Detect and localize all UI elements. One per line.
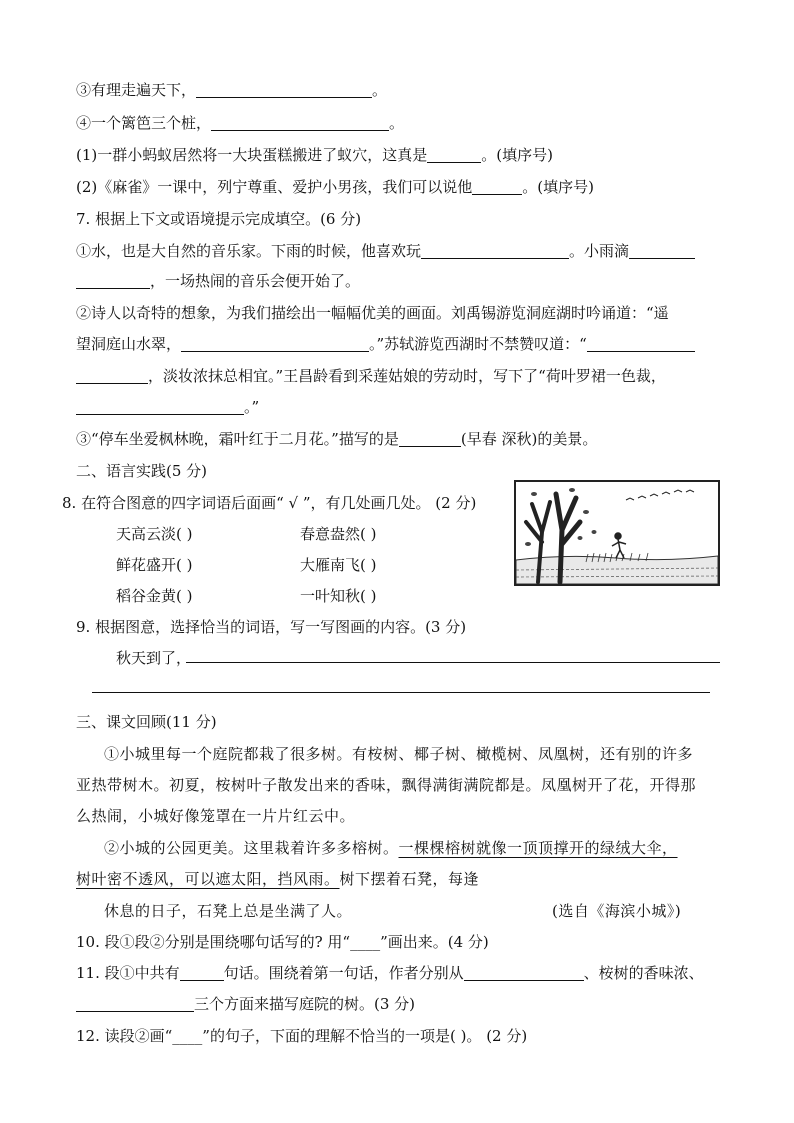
answer-blank[interactable] (587, 335, 695, 352)
answer-blank[interactable] (196, 81, 372, 98)
q8-option-4[interactable]: 大雁南飞( ) (300, 556, 377, 574)
question-10: 10. 段①段②分别是围绕哪句话写的? 用“____”画出来。(4 分) (76, 933, 489, 951)
answer-blank[interactable] (427, 146, 481, 163)
question-6-2: (2)《麻雀》一课中，列宁尊重、爱护小男孩，我们可以说他 。(填序号) (76, 178, 594, 196)
answer-blank[interactable] (76, 995, 194, 1012)
answer-blank[interactable] (180, 964, 224, 981)
section-2-heading: 二、语言实践(5 分) (76, 462, 208, 480)
answer-blank[interactable] (399, 430, 461, 447)
answer-blank[interactable] (421, 242, 569, 259)
answer-blank[interactable] (464, 964, 584, 981)
answer-blank[interactable] (76, 367, 148, 384)
question-7-2-cont3: 。” (76, 397, 259, 417)
answer-blank[interactable] (629, 242, 695, 259)
answer-blank[interactable] (76, 272, 150, 289)
proverb-4: ④一个篱笆三个桩， 。 (76, 114, 405, 132)
autumn-scene-illustration (514, 480, 720, 586)
question-7-1-cont: ，一场热闹的音乐会便开始了。 (76, 271, 360, 291)
underlined-sentence: 一棵棵榕树就像一顶顶撑开的绿绒大伞， (398, 839, 678, 857)
answer-blank[interactable] (472, 178, 522, 195)
question-7-title: 7. 根据上下文或语境提示完成填空。(6 分) (76, 210, 362, 228)
passage-para-1-line-1: ①小城里每一个庭院都栽了很多树。有桉树、椰子树、橄榄树、凤凰树，还有别的许多 (104, 745, 694, 763)
passage-para-1-line-3: 么热闹，小城好像笼罩在一片片红云中。 (76, 807, 356, 825)
answer-blank[interactable] (211, 114, 389, 131)
question-9-start: 秋天到了， (116, 649, 192, 667)
answer-blank[interactable] (76, 398, 244, 415)
q8-option-1[interactable]: 天高云淡( ) (116, 525, 193, 543)
section-3-heading: 三、课文回顾(11 分) (76, 713, 217, 731)
question-11-cont: 三个方面来描写庭院的树。(3 分) (76, 994, 415, 1014)
question-7-2-cont2: ，淡妆浓抹总相宜。”王昌龄看到采莲姑娘的劳动时，写下了“荷叶罗裙一色裁， (76, 366, 666, 386)
question-9-title: 9. 根据图意，选择恰当的词语，写一写图画的内容。(3 分) (76, 618, 467, 636)
question-7-2: ②诗人以奇特的想象，为我们描绘出一幅幅优美的画面。刘禹锡游览洞庭湖时吟诵道：“遥 (76, 304, 669, 322)
passage-para-2-line-3: 休息的日子，石凳上总是坐满了人。 (104, 902, 353, 920)
proverb-3: ③有理走遍天下， 。 (76, 81, 388, 99)
q8-option-3[interactable]: 鲜花盛开( ) (116, 556, 193, 574)
q8-option-2[interactable]: 春意盎然( ) (300, 525, 377, 543)
passage-source: (选自《海滨小城》) (552, 902, 682, 920)
underlined-sentence: 树叶密不透风，可以遮太阳，挡风雨。 (76, 870, 340, 888)
question-11: 11. 段①中共有 句话。围绕着第一句话，作者分别从 、桉树的香味浓、 (76, 964, 704, 982)
question-7-3: ③“停车坐爱枫林晚，霜叶红于二月花。”描写的是 (早春 深秋)的美景。 (76, 430, 598, 448)
answer-line[interactable] (92, 692, 710, 693)
answer-blank[interactable] (181, 335, 369, 352)
question-7-2-cont: 望洞庭山水翠， 。”苏轼游览西湖时不禁赞叹道：“ (76, 334, 695, 354)
answer-line[interactable] (186, 662, 720, 663)
question-8-title: 8. 在符合图意的四字词语后面画“ √ ”，有几处画几处。 (2 分) (62, 494, 477, 512)
q8-option-5[interactable]: 稻谷金黄( ) (116, 587, 193, 605)
passage-para-2-line-1: ②小城的公园更美。这里栽着许多多榕树。一棵棵榕树就像一顶顶撑开的绿绒大伞， (104, 839, 678, 857)
q8-option-6[interactable]: 一叶知秋( ) (300, 587, 377, 605)
passage-para-1-line-2: 亚热带树木。初夏，桉树叶子散发出来的香味，飘得满街满院都是。凤凰树开了花，开得那 (76, 776, 697, 794)
question-7-1: ①水，也是大自然的音乐家。下雨的时候，他喜欢玩 。小雨滴 (76, 241, 695, 261)
question-12: 12. 读段②画“____”的句子，下面的理解不恰当的一项是( )。 (2 分) (76, 1027, 528, 1045)
passage-para-2-line-2: 树叶密不透风，可以遮太阳，挡风雨。树下摆着石凳，每逢 (76, 870, 480, 888)
autumn-scene-drawing (516, 482, 718, 584)
question-6-1: (1)一群小蚂蚁居然将一大块蛋糕搬进了蚁穴，这真是 。(填序号) (76, 146, 553, 164)
